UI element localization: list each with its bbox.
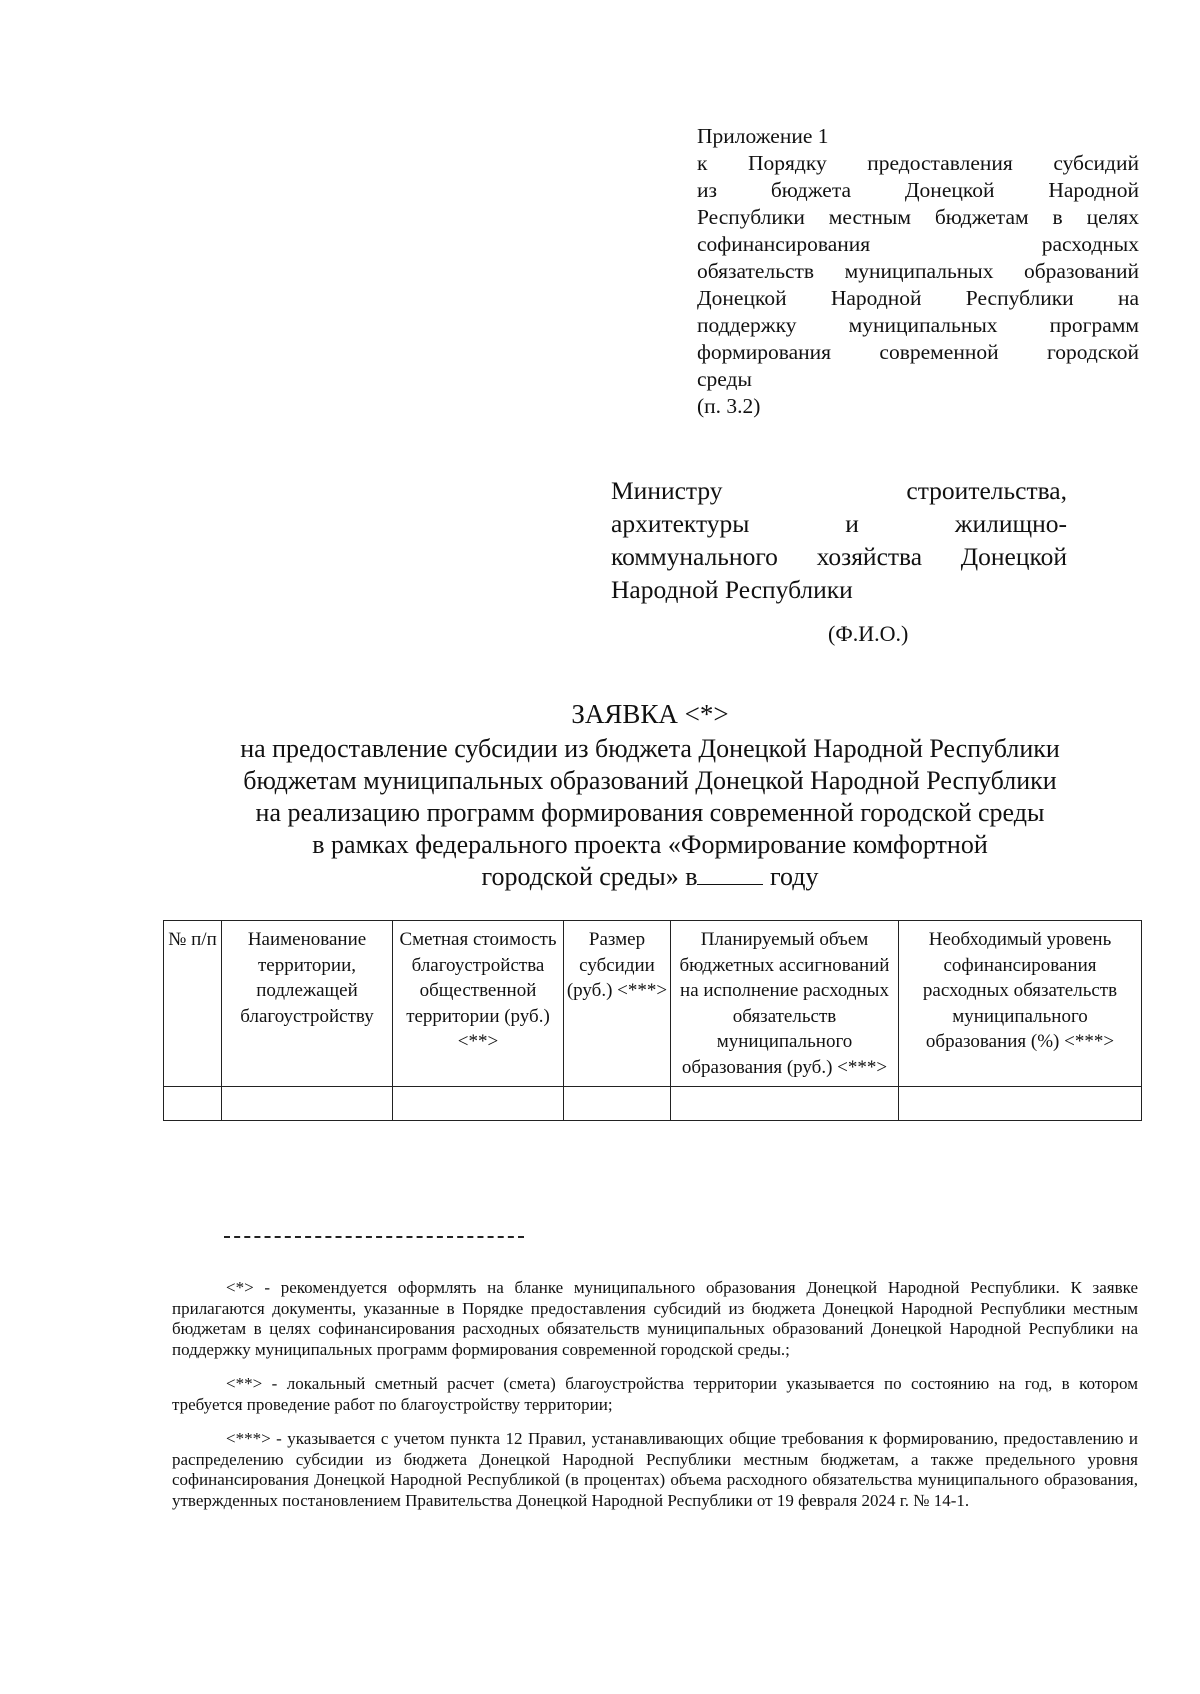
appendix-line: (п. 3.2)	[697, 394, 761, 418]
col-header-cofinancing-level: Необходимый уровень софинансирования расходных обязательств муниципального образования (%) <***>	[899, 921, 1142, 1087]
title-last-line	[100, 861, 1200, 893]
table-row	[164, 1087, 1142, 1121]
table-cell	[564, 1087, 671, 1121]
appendix-line: среды	[697, 367, 752, 391]
col-header-subsidy: Размер субсидии (руб.) <***>	[564, 921, 671, 1087]
title-last-after: году	[769, 862, 819, 891]
col-header-number: № п/п	[164, 921, 222, 1087]
appendix-line: поддержку муниципальных программ	[697, 313, 1139, 337]
footnote-3: <***> - указывается с учетом пункта 12 Правил, устанавливающих общие требования к формированию, предоставлению и распределению субсидии из бюджета Донецкой Народной Республики местным бюджетам, а также предельного уровня софинансирования Донецкой Народной Республикой (в процентах) объема расходного обязательства муниципального образования, утвержденных постановлением Правительства Донецкой Народной Республики от 19 февраля 2024 г. № 14-1.	[172, 1429, 1138, 1510]
table-header-row	[164, 921, 1142, 1087]
title-line: на реализацию программ формирования современной городской среды	[255, 798, 1045, 827]
appendix-line: к Порядку предоставления субсидий	[697, 151, 1139, 175]
footnote-separator	[224, 1236, 524, 1238]
footnote-2: <**> - локальный сметный расчет (смета) благоустройства территории указывается по состоянию на год, в котором требуется проведение работ по благоустройству территории;	[172, 1374, 1138, 1414]
application-table	[163, 920, 1142, 1121]
addressee-line: коммунального хозяйства Донецкой	[611, 542, 1067, 571]
table-cell	[671, 1087, 899, 1121]
title-heading: ЗАЯВКА <*>	[571, 699, 729, 729]
appendix-line: из бюджета Донецкой Народной	[697, 178, 1139, 202]
addressee-line: Народной Республики	[611, 575, 853, 604]
addressee-line: Министру строительства,	[611, 476, 1067, 505]
title-line: бюджетам муниципальных образований Донецкой Народной Республики	[243, 766, 1057, 795]
addressee-block	[611, 474, 1067, 606]
footnote-1: <*> - рекомендуется оформлять на бланке муниципального образования Донецкой Народной Республики. К заявке прилагаются документы, указанные в Порядке предоставления субсидий из бюджета Донецкой Народной Республики местным бюджетам в целях софинансирования расходных обязательств муниципальных образований Донецкой Народной Республики на поддержку муниципальных программ формирования современной городской среды.;	[172, 1278, 1138, 1359]
col-header-planned-volume: Планируемый объем бюджетных ассигнований на исполнение расходных обязательств муниципального образования (руб.) <***>	[671, 921, 899, 1087]
table-cell	[899, 1087, 1142, 1121]
application-title	[100, 698, 1200, 893]
appendix-line: софинансирования расходных	[697, 232, 1139, 256]
table-cell	[222, 1087, 393, 1121]
appendix-line: Республики местным бюджетам в целях	[697, 205, 1139, 229]
col-header-territory: Наименование территории, подлежащей благоустройству	[222, 921, 393, 1087]
addressee-line: архитектуры и жилищно-	[611, 509, 1067, 538]
appendix-block	[697, 123, 1139, 420]
appendix-line: формирования современной городской	[697, 340, 1139, 364]
title-line: на предоставление субсидии из бюджета Донецкой Народной Республики	[240, 734, 1060, 763]
title-line: в рамках федерального проекта «Формирование комфортной	[312, 830, 988, 859]
appendix-line: обязательств муниципальных образований	[697, 259, 1139, 283]
appendix-line: Приложение 1	[697, 124, 829, 148]
table-cell	[393, 1087, 564, 1121]
col-header-estimate: Сметная стоимость благоустройства общественной территории (руб.) <**>	[393, 921, 564, 1087]
title-last-before: городской среды» в	[481, 862, 698, 891]
table-cell	[164, 1087, 222, 1121]
footnotes	[172, 1278, 1138, 1525]
fio-placeholder: (Ф.И.О.)	[828, 621, 909, 646]
appendix-line: Донецкой Народной Республики на	[697, 286, 1139, 310]
year-blank	[697, 862, 763, 885]
